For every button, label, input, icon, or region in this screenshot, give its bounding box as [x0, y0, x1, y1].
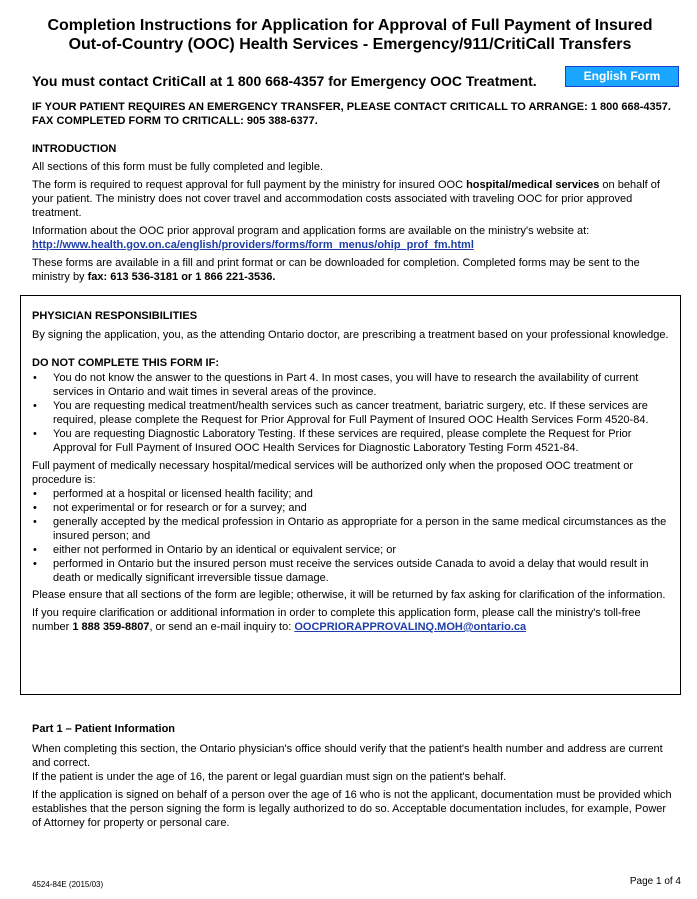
part-1-section [32, 722, 672, 830]
emergency-line-1: IF YOUR PATIENT REQUIRES AN EMERGENCY TRANSFER, PLEASE CONTACT CRITICALL TO ARRANGE: 1 800 668-4357. [32, 101, 671, 113]
form-number: 4524-84E (2015/03) [32, 880, 104, 889]
emergency-line-2: FAX COMPLETED FORM TO CRITICALL: 905 388-6377. [32, 115, 318, 127]
emergency-notice [32, 100, 672, 128]
english-form-button[interactable]: English Form [565, 66, 679, 87]
list-item: • performed at a hospital or licensed health facility; and [32, 487, 672, 501]
clarification-paragraph: If you require clarification or additional information in order to complete this application form, please call the ministry's toll-free number 1 888 359-8807, or send an e-mail inquiry to: OOCPRIORAPPROVALINQ.MOH@ontario.ca [32, 607, 641, 633]
email-inquiry-link[interactable]: OOCPRIORAPPROVALINQ.MOH@ontario.ca [294, 621, 527, 633]
full-payment-intro: Full payment of medically necessary hospital/medical services will be authorized only when the proposed OOC treatment or procedure is: [32, 460, 634, 486]
payment-conditions-list [32, 487, 672, 585]
page-number: Page 1 of 4 [629, 876, 681, 887]
physician-heading: PHYSICIAN RESPONSIBILITIES [32, 310, 198, 322]
part-1-paragraph-1: When completing this section, the Ontario physician's office should verify that the patient's health number and address are current and correct. [32, 743, 663, 769]
intro-paragraph-1: All sections of this form must be fully completed and legible. [32, 161, 324, 173]
introduction-heading: INTRODUCTION [32, 143, 117, 155]
list-item: • performed in Ontario but the insured person must receive the services outside Canada to avoid a delay that would result in death or medically significant irreversible tissue damage. [32, 557, 672, 585]
document-title [20, 16, 680, 54]
intro-paragraph-3: Information about the OOC prior approval program and application forms are available on the ministry's website at: [32, 225, 590, 237]
list-item: • You do not know the answer to the questions in Part 4. In most cases, you will have to research the availability of current services in Ontario and wait times in several areas of the province. [32, 371, 672, 399]
intro-paragraph-4: These forms are available in a fill and print format or can be downloaded for completion. Completed forms may be sent to the ministry by fax: 613 536-3181 or 1 866 221-3536. [32, 257, 640, 283]
legible-note: Please ensure that all sections of the form are legible; otherwise, it will be returned by fax asking for clarification of the information. [32, 589, 666, 601]
list-item: • not experimental or for research or for a survey; and [32, 501, 672, 515]
title-line-1: Completion Instructions for Application for Approval of Full Payment of Insured [47, 17, 653, 34]
criticall-contact-line: You must contact CritiCall at 1 800 668-4357 for Emergency OOC Treatment. [32, 73, 537, 89]
title-line-2: Out-of-Country (OOC) Health Services - Emergency/911/CritiCall Transfers [68, 36, 632, 53]
do-not-complete-list [32, 371, 672, 455]
part-1-paragraph-3: If the application is signed on behalf of a person over the age of 16 who is not the applicant, documentation must be provided which establishes that the person signing the form is legally authorized to do so. Acceptable documentation includes, for example, Power of Attorney for property or personal care. [32, 789, 672, 829]
physician-paragraph: By signing the application, you, as the attending Ontario doctor, are prescribing a treatment based on your professional knowledge. [32, 329, 669, 341]
part-1-paragraph-2: If the patient is under the age of 16, the parent or legal guardian must sign on the patient's behalf. [32, 771, 507, 783]
list-item: • You are requesting Diagnostic Laboratory Testing. If these services are required, please complete the Request for Prior Approval for Full Payment of Insured OOC Health Services for Diagnostic Laboratory Testing Form 4521-84. [32, 427, 672, 455]
introduction-section [32, 142, 672, 284]
ministry-website-link[interactable]: http://www.health.gov.on.ca/english/providers/forms/form_menus/ohip_prof_fm.html [32, 239, 474, 251]
intro-paragraph-2: The form is required to request approval for full payment by the ministry for insured OOC hospital/medical services on behalf of your patient. The ministry does not cover travel and accommodation costs associated with traveling OOC for prior approved treatment. [32, 179, 660, 219]
part-1-heading: Part 1 – Patient Information [32, 723, 176, 735]
do-not-complete-heading: DO NOT COMPLETE THIS FORM IF: [32, 357, 219, 369]
list-item: • You are requesting medical treatment/health services such as cancer treatment, bariatric surgery, etc. If these services are required, please complete the Request for Prior Approval for Full Payment of Insured OOC Health Services Form 4520-84. [32, 399, 672, 427]
list-item: • generally accepted by the medical profession in Ontario as appropriate for a person in the same medical circumstances as the insured person; and [32, 515, 672, 543]
list-item: • either not performed in Ontario by an identical or equivalent service; or [32, 543, 672, 557]
physician-responsibilities-section [32, 309, 672, 634]
